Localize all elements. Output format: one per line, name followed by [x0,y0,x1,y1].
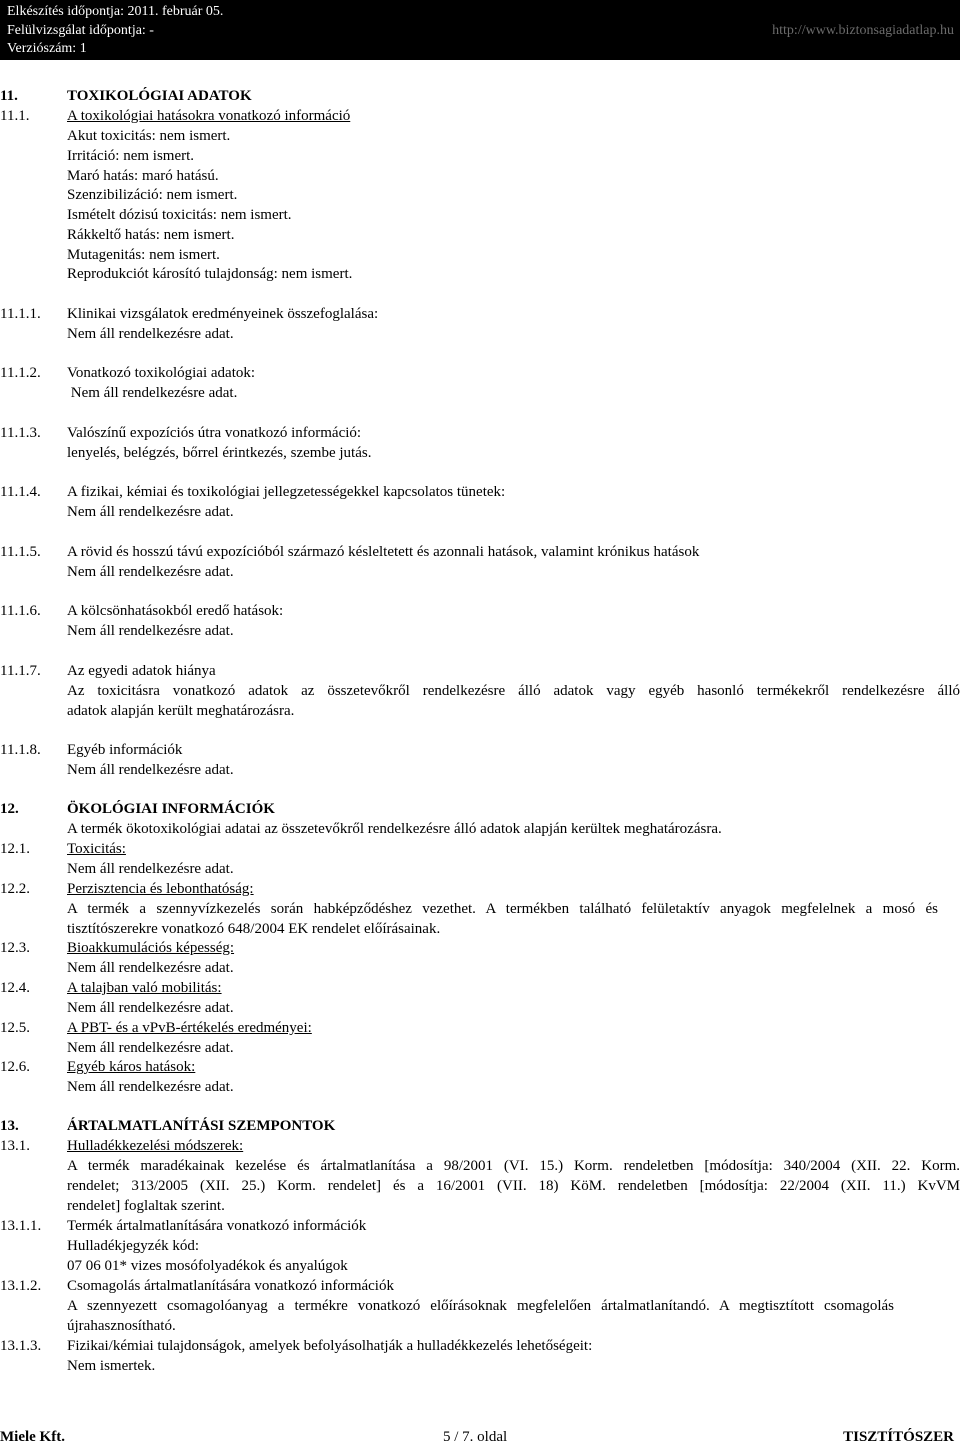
subsection-text: lenyelés, belégzés, bőrrel érintkezés, szembe jutás. [67,445,372,461]
tox-item: Akut toxicitás: nem ismert. [67,128,231,144]
section-12-title: ÖKOLÓGIAI INFORMÁCIÓK [67,801,275,817]
subsection-text: A szennyezett csomagolóanyag a termékre vonatkozó előírásoknak megfelelően ártalmatlanítandó. A megtisztított csomagolás [67,1298,894,1314]
subsection-number: 11.1.4. [0,484,41,500]
section-13-title: ÁRTALMATLANÍTÁSI SZEMPONTOK [67,1118,336,1134]
subsection-text: Nem áll rendelkezésre adat. [67,1000,234,1016]
subsection-number: 11.1.8. [0,742,41,758]
subsection-text: tisztítószerekre vonatkozó 648/2004 EK rendelet előírásainak. [67,921,441,937]
subsection-text: Nem ismertek. [67,1358,156,1374]
subsection-number: 13.1.1. [0,1218,42,1234]
subsection-number: 12.6. [0,1059,30,1075]
section-11-title: TOXIKOLÓGIAI ADATOK [67,88,252,104]
subsection-text: Nem áll rendelkezésre adat. [67,385,238,401]
subsection-text: újrahasznosítható. [67,1318,176,1334]
subsection-title: Klinikai vizsgálatok eredményeinek összefoglalása: [67,306,379,322]
subsection-number: 11.1.3. [0,425,41,441]
subsection-text: Hulladékjegyzék kód: [67,1238,200,1254]
tox-item: Irritáció: nem ismert. [67,148,195,164]
subsection-number: 11.1.5. [0,544,41,560]
subsection-title: Egyéb káros hatások: [67,1059,196,1075]
page-footer [0,1428,960,1447]
subsection-text: rendelet] foglaltak szerint. [67,1198,225,1214]
subsection-text: rendelet; 313/2005 (XII. 25.) Korm. rendelet] és a 16/2001 (VII. 18) KöM. rendeletben [módosítja: 22/2004 (XII. 11.) KvVM [67,1178,960,1194]
subsection-text: Nem áll rendelkezésre adat. [67,326,234,342]
subsection-number: 12.5. [0,1020,30,1036]
subsection-text: Nem áll rendelkezésre adat. [67,564,234,580]
tox-item: Szenzibilizáció: nem ismert. [67,187,238,203]
subsection-text: Nem áll rendelkezésre adat. [67,623,234,639]
section-12-number: 12. [0,801,19,817]
subsection-number: 12.3. [0,940,30,956]
subsection-number: 12.2. [0,881,30,897]
tox-item: Rákkeltő hatás: nem ismert. [67,227,235,243]
subsection-text: Nem áll rendelkezésre adat. [67,504,234,520]
subsection-number: 12.4. [0,980,30,996]
tox-item: Mutagenitás: nem ismert. [67,247,220,263]
tox-item: Ismételt dózisú toxicitás: nem ismert. [67,207,292,223]
subsection-title: Perzisztencia és lebonthatóság: [67,881,254,897]
subsection-title: A kölcsönhatásokból eredő hatások: [67,603,284,619]
subsection-number: 11.1.1. [0,306,41,322]
section-13-number: 13. [0,1118,19,1134]
subsection-number: 11.1.7. [0,663,41,679]
subsection-title: Egyéb információk [67,742,183,758]
header-review-date: Felülvizsgálat időpontja: - [7,23,154,38]
subsection-title: A fizikai, kémiai és toxikológiai jellegzetességekkel kapcsolatos tünetek: [67,484,506,500]
subsection-title: Termék ártalmatlanítására vonatkozó információk [67,1218,367,1234]
section-13-1-number: 13.1. [0,1138,30,1154]
header-created-date: Elkészítés időpontja: 2011. február 05. [7,4,224,19]
subsection-title: Az egyedi adatok hiánya [67,663,216,679]
subsection-number: 13.1.3. [0,1338,42,1354]
page-header [0,0,960,60]
subsection-title: Csomagolás ártalmatlanítására vonatkozó információk [67,1278,394,1294]
subsection-text: Nem áll rendelkezésre adat. [67,861,234,877]
subsection-text: Nem áll rendelkezésre adat. [67,1079,234,1095]
subsection-title: Toxicitás: [67,841,126,857]
subsection-text: Nem áll rendelkezésre adat. [67,960,234,976]
footer-company: Miele Kft. [0,1429,65,1445]
subsection-title: A talajban való mobilitás: [67,980,222,996]
footer-page-number: 5 / 7. oldal [443,1429,508,1445]
subsection-title: A rövid és hosszú távú expozícióból származó késleltetett és azonnali hatások, valamint krónikus hatások [67,544,700,560]
footer-product: TISZTÍTÓSZER [843,1429,954,1445]
subsection-text: Nem áll rendelkezésre adat. [67,1040,234,1056]
subsection-title: Bioakkumulációs képesség: [67,940,235,956]
tox-item: Reprodukciót károsító tulajdonság: nem ismert. [67,266,353,282]
subsection-title: Vonatkozó toxikológiai adatok: [67,365,256,381]
section-13-1-title: Hulladékkezelési módszerek: [67,1138,244,1154]
subsection-title: Fizikai/kémiai tulajdonságok, amelyek befolyásolhatják a hulladékkezelés lehetőségeit: [67,1338,593,1354]
subsection-number: 13.1.2. [0,1278,42,1294]
subsection-number: 11.1.6. [0,603,41,619]
subsection-text: adatok alapján került meghatározásra. [67,703,295,719]
subsection-title: Valószínű expozíciós útra vonatkozó információ: [67,425,362,441]
section-11-1-number: 11.1. [0,108,30,124]
subsection-title: A PBT- és a vPvB-értékelés eredményei: [67,1020,312,1036]
section-11-number: 11. [0,88,18,104]
subsection-text: A termék maradékainak kezelése és ártalmatlanítása a 98/2001 (VI. 15.) Korm. rendeletben [módosítja: 340/2004 (XII. 22. Korm. [67,1158,960,1174]
subsection-number: 11.1.2. [0,365,41,381]
header-version: Verziószám: 1 [7,41,87,56]
tox-item: Maró hatás: maró hatású. [67,168,219,184]
subsection-text: Nem áll rendelkezésre adat. [67,762,234,778]
subsection-text: Az toxicitásra vonatkozó adatok az összetevőkről rendelkezésre álló adatok vagy egyéb hasonló termékekről rendelkezésre álló [67,683,960,699]
subsection-text: 07 06 01* vizes mosófolyadékok és anyalúgok [67,1258,348,1274]
section-12-intro: A termék ökotoxikológiai adatai az összetevőkről rendelkezésre álló adatok alapján kerültek meghatározásra. [67,821,722,837]
header-url-link[interactable]: http://www.biztonsagiadatlap.hu [772,23,954,38]
subsection-number: 12.1. [0,841,30,857]
section-11-1-title: A toxikológiai hatásokra vonatkozó információ [67,108,351,124]
subsection-text: A termék a szennyvízkezelés során habképződéshez vezethet. A termékben található felületaktív anyagok megfelelnek a mosó és [67,901,938,917]
